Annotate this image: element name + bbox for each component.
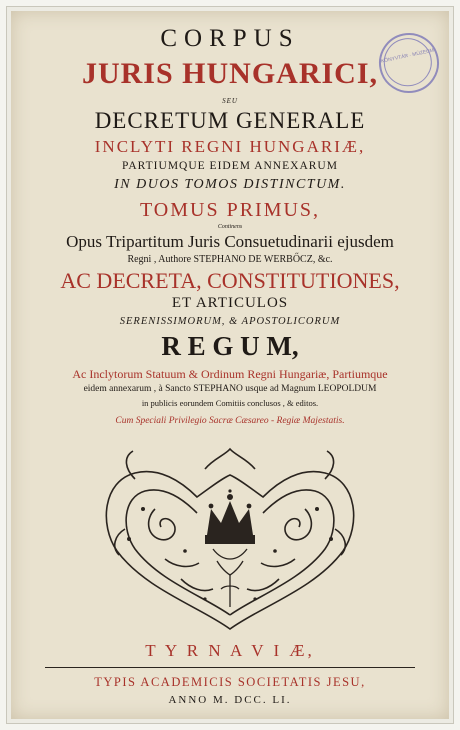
title-regum: R E G U M, [161,331,299,361]
title-serenissimorum: SERENISSIMORUM, & APOSTOLICORUM [119,316,341,327]
title-in-duos-tomos: IN DUOS TOMOS DISTINCTUM. [114,177,346,192]
title-privilegio: Cum Speciali Privilegio Sacræ Cæsareo - Regiæ Majestatis. [115,416,345,426]
title-page [11,11,449,719]
title-juris-hungarici: JURIS HUNGARICI, [81,57,379,90]
title-opus-tripartitum: Opus Tripartitum Juris Consuetudinarii ejusdem [66,232,394,251]
title-authore: Regni , Authore STEPHANO DE WERBŐCZ, &c. [127,254,333,265]
title-decretum-generale: DECRETUM GENERALE [94,108,366,133]
title-ac-inclytorum: Ac Inclytorum Statuum & Ordinum Regni Hungariæ, Partiumque [72,367,388,381]
stamp-text: KÖNYVTÁR · MÚZEUM [380,47,435,65]
title-corpus: CORPUS [160,25,300,52]
photo-frame [6,6,454,724]
imprint-place: T Y R N A V I Æ, [145,641,315,660]
imprint-year: ANNO M. DCC. LI. [168,694,292,706]
imprint-rule [45,667,415,668]
crown-ornament-vignette [95,439,365,639]
title-partiumque: PARTIUMQUE EIDEM ANNEXARUM [122,160,338,172]
title-inclyti-regni: INCLYTI REGNI HUNGARIÆ, [94,137,366,156]
title-in-publicis: in publicis eorundem Comitiis conclusos , & editos. [141,398,319,408]
title-eidem-annexarum: eidem annexarum , à Sancto STEPHANO usque ad Magnum LEOPOLDUM [83,384,377,394]
title-tomus-primus: TOMUS PRIMUS, [139,199,321,221]
imprint-printer: TYPIS ACADEMICIS SOCIETATIS JESU, [94,675,366,689]
title-ac-decreta: AC DECRETA, CONSTITUTIONES, [60,268,400,293]
title-continens: Continens [217,224,243,230]
title-et-articulos: ET ARTICULOS [171,295,289,311]
title-seu: SEU [222,97,238,105]
